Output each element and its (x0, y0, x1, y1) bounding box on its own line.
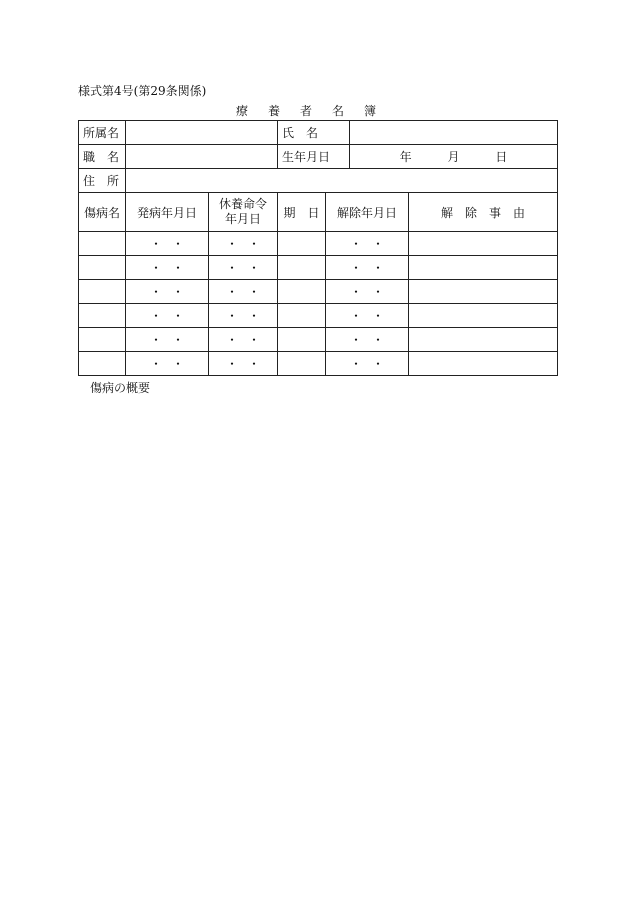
illness-name-cell[interactable] (79, 328, 126, 352)
illness-name-cell[interactable] (79, 280, 126, 304)
leave-order-date-cell[interactable] (209, 232, 278, 256)
leave-order-date-cell[interactable] (209, 304, 278, 328)
date-separator: ・ (149, 237, 162, 251)
affiliation-label: 所属名 (79, 121, 126, 145)
form-number: 様式第4号(第29条関係) (78, 84, 207, 98)
period-cell[interactable] (278, 280, 326, 304)
release-reason-cell[interactable] (409, 304, 558, 328)
table-row (79, 304, 558, 328)
table-row (79, 352, 558, 376)
date-separator: ・ (247, 261, 260, 275)
position-field[interactable] (126, 145, 278, 169)
date-separator: ・ (247, 309, 260, 323)
illness-name-cell[interactable] (79, 304, 126, 328)
col-header-illness-name: 傷病名 (79, 193, 126, 232)
release-reason-cell[interactable] (409, 328, 558, 352)
col-header-onset-date: 発病年月日 (126, 193, 209, 232)
onset-date-cell[interactable] (126, 256, 209, 280)
date-separator: ・ (225, 261, 238, 275)
table-row (79, 256, 558, 280)
table-row (79, 232, 558, 256)
date-separator: ・ (372, 309, 385, 323)
date-separator: ・ (372, 285, 385, 299)
page-title: 療養者名簿 (236, 104, 397, 118)
illness-name-cell[interactable] (79, 232, 126, 256)
date-separator: ・ (171, 261, 184, 275)
address-field[interactable] (126, 169, 558, 193)
illness-summary-label: 傷病の概要 (90, 381, 151, 395)
col-header-release-date: 解除年月日 (326, 193, 409, 232)
period-cell[interactable] (278, 232, 326, 256)
release-date-cell[interactable] (326, 328, 409, 352)
period-cell[interactable] (278, 256, 326, 280)
date-separator: ・ (149, 285, 162, 299)
date-separator: ・ (171, 333, 184, 347)
table-row (79, 328, 558, 352)
date-separator: ・ (171, 357, 184, 371)
address-row (79, 169, 558, 193)
leave-order-date-cell[interactable] (209, 328, 278, 352)
date-separator: ・ (247, 285, 260, 299)
position-row (79, 145, 558, 169)
register-table (78, 120, 558, 376)
period-cell[interactable] (278, 304, 326, 328)
col-header-period: 期 日 (278, 193, 326, 232)
date-separator: ・ (225, 333, 238, 347)
date-separator: ・ (350, 285, 363, 299)
birthdate-month-label: 月 (447, 150, 460, 164)
date-separator: ・ (247, 357, 260, 371)
onset-date-cell[interactable] (126, 328, 209, 352)
column-header-row (79, 193, 558, 232)
onset-date-cell[interactable] (126, 304, 209, 328)
table-row (79, 280, 558, 304)
date-separator: ・ (350, 357, 363, 371)
date-separator: ・ (171, 285, 184, 299)
date-separator: ・ (225, 285, 238, 299)
release-reason-cell[interactable] (409, 232, 558, 256)
date-separator: ・ (149, 309, 162, 323)
date-separator: ・ (247, 237, 260, 251)
name-label: 氏 名 (278, 121, 350, 145)
date-separator: ・ (372, 333, 385, 347)
birthdate-year-label: 年 (399, 150, 412, 164)
release-date-cell[interactable] (326, 352, 409, 376)
position-label: 職 名 (79, 145, 126, 169)
illness-name-cell[interactable] (79, 352, 126, 376)
leave-order-date-cell[interactable] (209, 280, 278, 304)
date-separator: ・ (247, 333, 260, 347)
date-separator: ・ (149, 357, 162, 371)
date-separator: ・ (225, 237, 238, 251)
affiliation-field[interactable] (126, 121, 278, 145)
date-separator: ・ (350, 237, 363, 251)
release-date-cell[interactable] (326, 304, 409, 328)
col-header-release-reason: 解 除 事 由 (409, 193, 558, 232)
onset-date-cell[interactable] (126, 280, 209, 304)
release-reason-cell[interactable] (409, 256, 558, 280)
date-separator: ・ (372, 261, 385, 275)
onset-date-cell[interactable] (126, 232, 209, 256)
date-separator: ・ (149, 261, 162, 275)
birthdate-day-label: 日 (495, 150, 508, 164)
release-reason-cell[interactable] (409, 280, 558, 304)
date-separator: ・ (171, 237, 184, 251)
date-separator: ・ (149, 333, 162, 347)
col-header-leave-order-line2: 年月日 (225, 212, 262, 226)
name-field[interactable] (350, 121, 558, 145)
date-separator: ・ (350, 261, 363, 275)
col-header-leave-order-date (209, 193, 278, 232)
affiliation-row (79, 121, 558, 145)
date-separator: ・ (171, 309, 184, 323)
col-header-leave-order-line1: 休養命令 (219, 197, 268, 211)
date-separator: ・ (350, 309, 363, 323)
onset-date-cell[interactable] (126, 352, 209, 376)
date-separator: ・ (225, 357, 238, 371)
leave-order-date-cell[interactable] (209, 352, 278, 376)
date-separator: ・ (225, 309, 238, 323)
illness-name-cell[interactable] (79, 256, 126, 280)
release-date-cell[interactable] (326, 232, 409, 256)
release-reason-cell[interactable] (409, 352, 558, 376)
birthdate-label: 生年月日 (278, 145, 350, 169)
release-date-cell[interactable] (326, 280, 409, 304)
date-separator: ・ (372, 237, 385, 251)
release-date-cell[interactable] (326, 256, 409, 280)
address-label: 住 所 (79, 169, 126, 193)
date-separator: ・ (350, 333, 363, 347)
period-cell[interactable] (278, 352, 326, 376)
birthdate-field[interactable] (350, 145, 558, 169)
leave-order-date-cell[interactable] (209, 256, 278, 280)
period-cell[interactable] (278, 328, 326, 352)
date-separator: ・ (372, 357, 385, 371)
